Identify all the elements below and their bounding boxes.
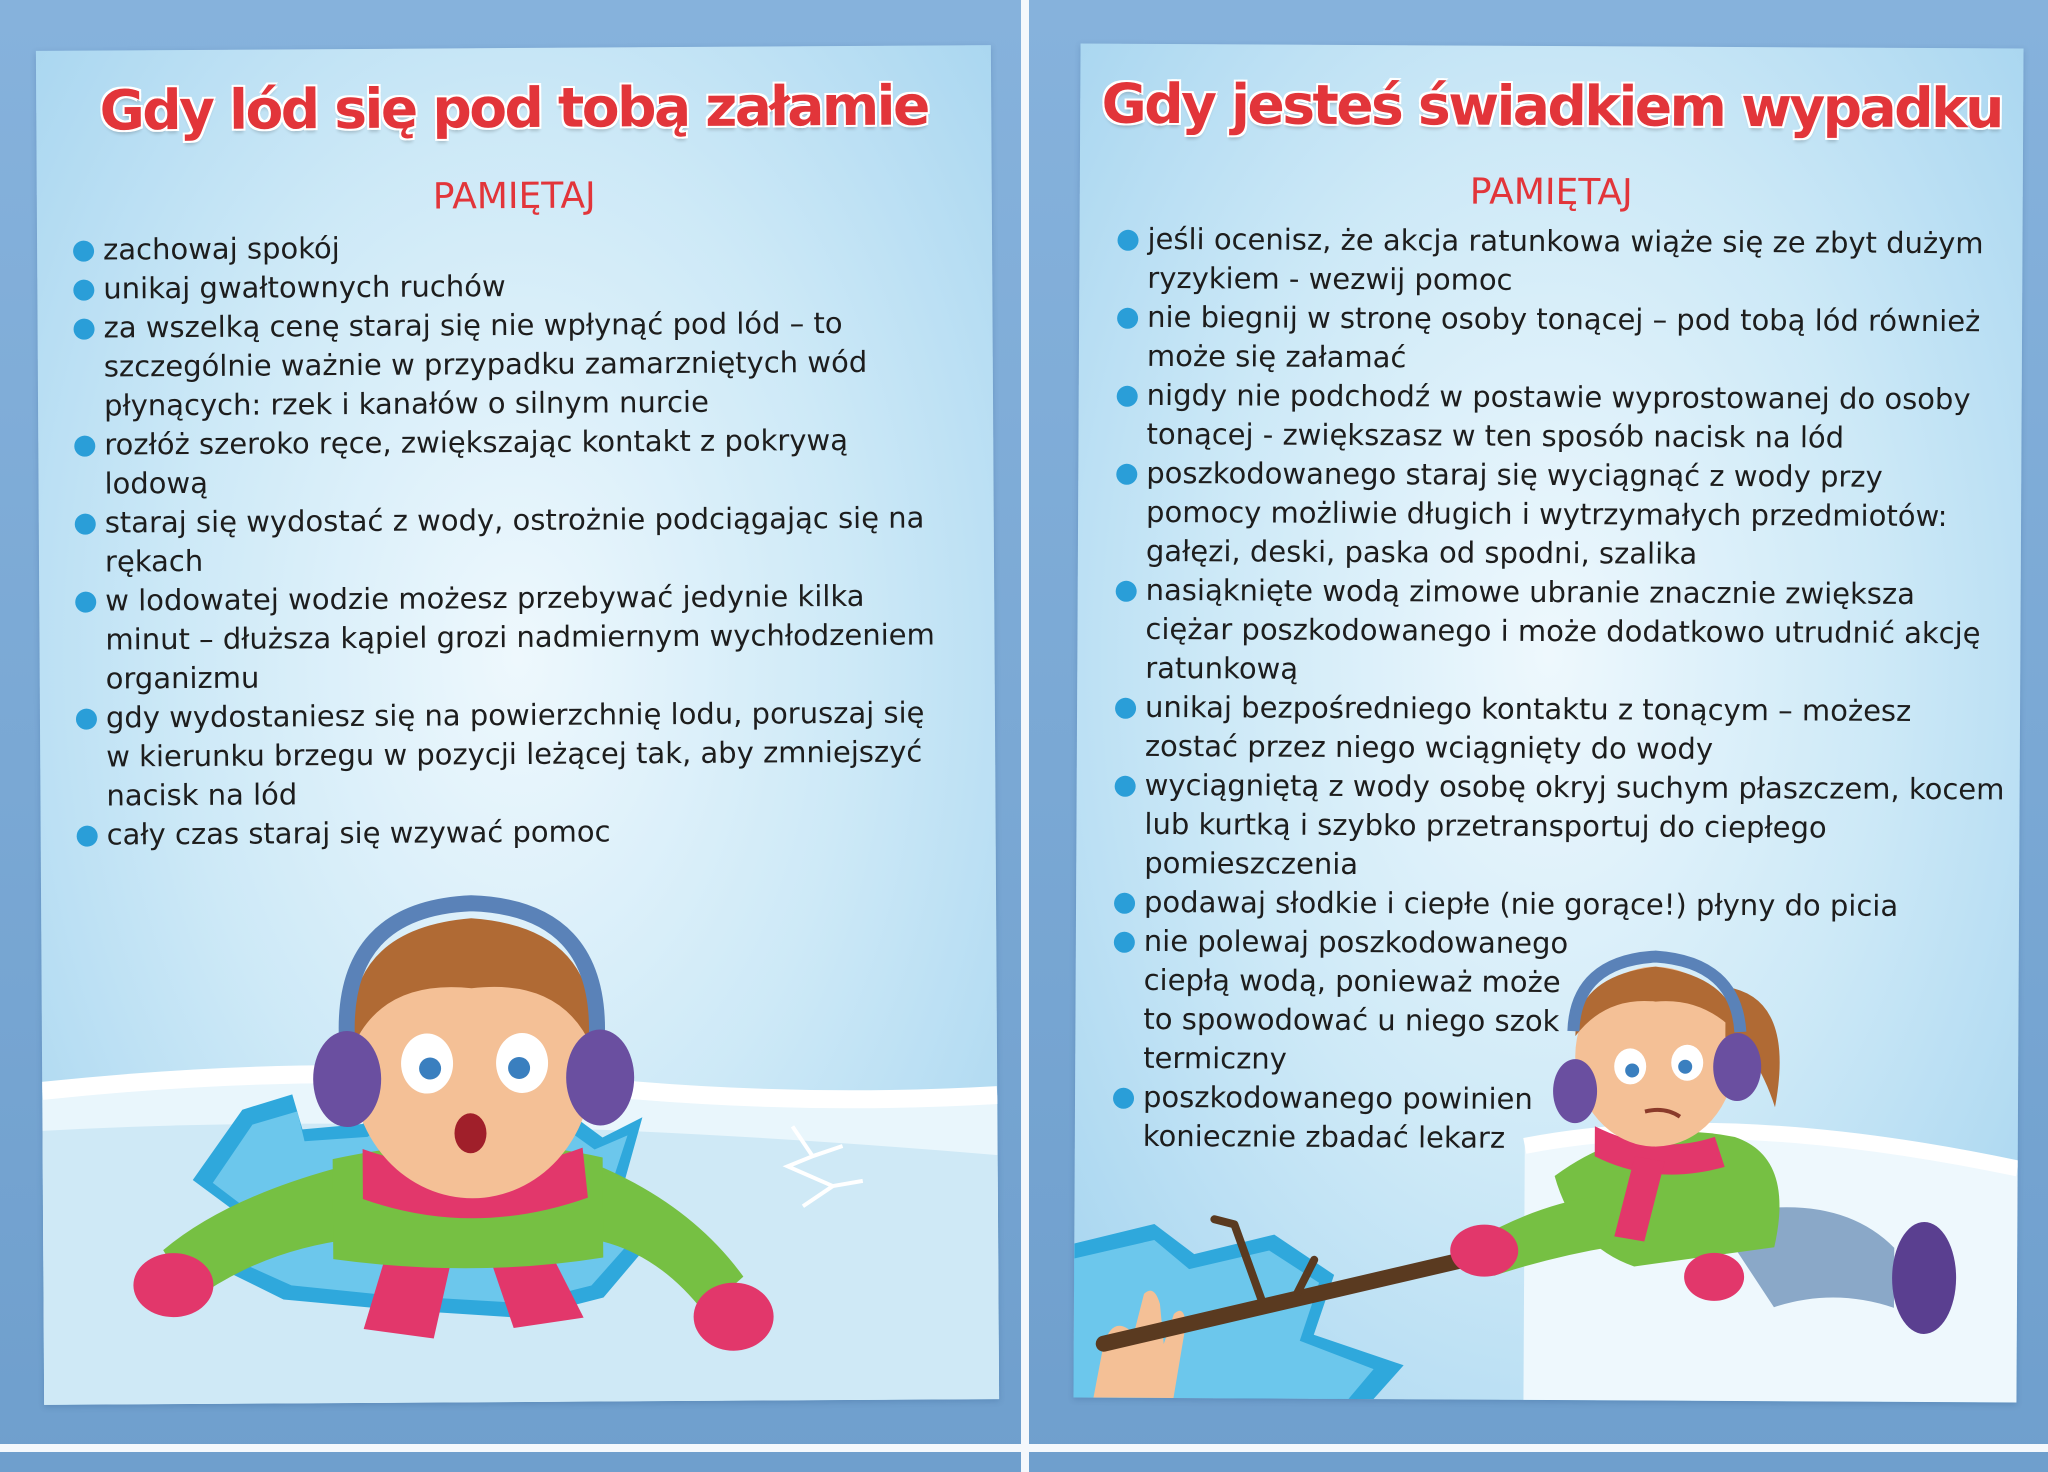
right-card [1073,44,2023,1403]
list-item: jeśli ocenisz, że akcja ratunkowa wiąże się ze zbyt dużym ryzykiem - wezwij pomoc [1117,220,2007,303]
list-item: poszkodowanego powinien koniecznie zbadać lekarz [1113,1078,1583,1158]
bullet-icon [1115,776,1136,797]
list-item: nigdy nie podchodź w postawie wyprostowanej do osoby tonącej - zwiększasz w ten sposób nacisk na lód [1116,376,2006,459]
panel-divider [1021,0,1029,1472]
list-item: poszkodowanego staraj się wyciągnąć z wody przy pomocy możliwie długich i wytrzymałych przedmiotów: gałęzi, deski, paska od spodni, szalika [1116,454,2007,576]
bullet-icon [75,514,96,535]
list-item: nie polewaj poszkodowanego ciepłą wodą, ponieważ może to spowodować u niego szok termiczny [1113,922,1584,1080]
advice-list [73,225,957,854]
list-item: w lodowatej wodzie możesz przebywać jedynie kilka minut – dłuższa kąpiel grozi nadmiernym wychłodzeniem organizmu [75,576,956,698]
list-item: nie biegnij w stronę osoby tonącej – pod tobą lód również może się załamać [1117,298,2007,381]
bullet-icon [1114,893,1135,914]
bullet-icon [1114,932,1135,953]
remember-heading: PAMIĘTAJ [1469,171,1633,214]
list-item: zachowaj spokój [73,225,953,269]
bullet-icon [77,826,98,847]
list-item: gdy wydostaniesz się na powierzchnię lodu, poruszaj się w kierunku brzegu w pozycji leżącej tak, aby zmniejszyć nacisk na lód [76,693,957,815]
bullet-icon [74,319,95,340]
list-item: cały czas staraj się wzywać pomoc [77,810,957,854]
list-item: nasiąknięte wodą zimowe ubranie znacznie zwiększa ciężar poszkodowanego i może dodatkowo utrudnić akcję ratunkową [1115,571,2006,693]
bullet-icon [1113,1088,1134,1109]
bullet-icon [1117,230,1138,251]
bullet-icon [1116,464,1137,485]
advice-list [1113,220,2008,1161]
list-item: za wszelką cenę staraj się nie wpłynąć pod lód – to szczególnie ważnie w przypadku zamarzniętych wód płynących: rzek i kanałów o silnym nurcie [73,303,954,425]
left-panel [0,0,1021,1472]
list-item: wyciągniętą z wody osobę okryj suchym płaszczem, kocem lub kurtką i szybko przetransportuj do ciepłego pomieszczenia [1114,766,2005,888]
bullet-icon [73,241,94,262]
list-item: rozłóż szeroko ręce, zwiększając kontakt z pokrywą lodową [74,420,954,503]
remember-heading: PAMIĘTAJ [432,175,596,218]
list-item: podawaj słodkie i ciepłe (nie gorące!) płyny do picia [1114,883,2004,927]
bottom-border [0,1444,2048,1452]
bullet-icon [1116,581,1137,602]
list-item: unikaj gwałtownych ruchów [73,264,953,308]
bullet-icon [1117,308,1138,329]
list-item: unikaj bezpośredniego kontaktu z tonącym – możesz zostać przez niego wciągnięty do wody [1115,688,2005,771]
bullet-icon [73,280,94,301]
bullet-icon [1117,386,1138,407]
bullet-icon [76,709,97,730]
bullet-icon [75,592,96,613]
page-title: Gdy jesteś świadkiem wypadku [1101,71,2003,141]
bullet-icon [74,436,95,457]
list-item: staraj się wydostać z wody, ostrożnie podciągając się na rękach [75,498,955,581]
right-panel [1029,0,2048,1472]
bullet-icon [1115,698,1136,719]
left-card [36,45,999,1405]
page-title: Gdy lód się pod tobą załamie [99,73,929,143]
